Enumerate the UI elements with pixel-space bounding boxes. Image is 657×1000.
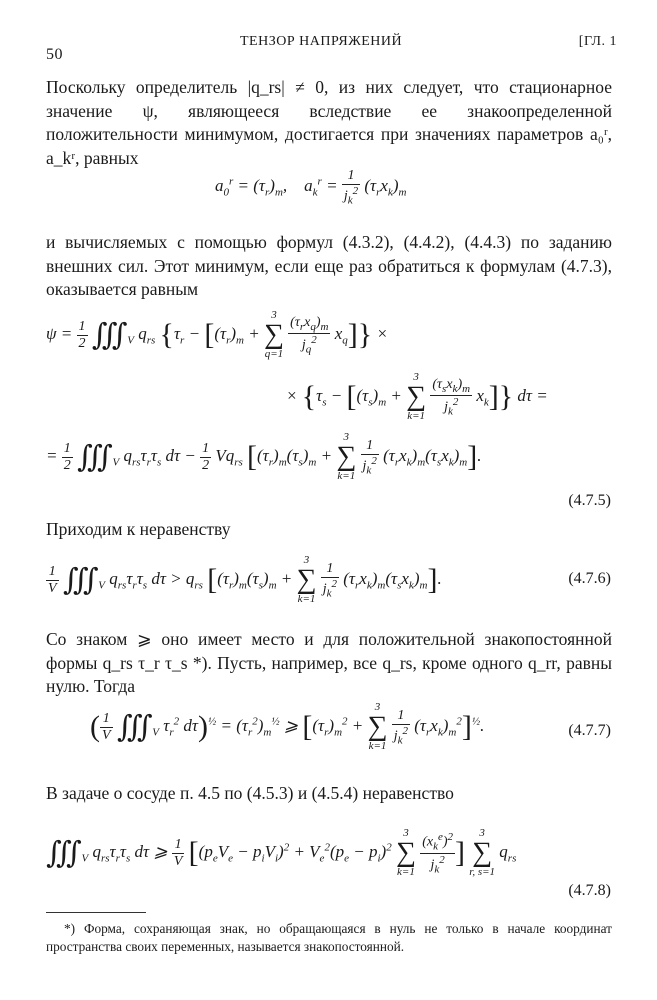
formula-psi-line2: × {$\tau_s - [(\tau_s)_m + 3$ ∑ k=1 $\frac{(\tau_sx_k)_m}{j_k^2}$ $x_k$]} dτ = xyxy=(286,371,548,422)
paragraph-3: Приходим к неравенству xyxy=(46,519,231,539)
paragraph-2: и вычисляемых с помощью формул (4.3.2), (4.4.2), (4.4.3) по заданию внешних сил. Этот минимум, если еще раз обратиться к формулам (4.7.3), оказывается равным xyxy=(46,232,612,299)
equation-number-4-7-8: (4.7.8) xyxy=(568,882,611,899)
chapter-marker: [ГЛ. 1 xyxy=(578,34,617,49)
page-number: 50 xyxy=(46,46,63,63)
formula-inequality-4-7-6: $\frac{1}{V}$ $∭_V$ $q_{rs}\tau_r\tau_s$ $d\tau > q_{rs}$ [$(\tau_r)_m(\tau_s)_m + 3$ ∑ k=1 $\frac{1}{j_k^2}$ $(\tau_rx_k)_m(\tau_sx_k)_m$]. xyxy=(48,554,442,605)
paragraph-5: В задаче о сосуде п. 4.5 по (4.5.3) и (4.5.4) неравенство xyxy=(46,783,454,803)
formula-parameters: $a_0^r = (\tau_r)_m$, $a_k^r$ = $\frac{1}{j_k^2}$ $(\tau_rx_k)_m$ xyxy=(215,168,407,207)
footnote-divider xyxy=(46,912,146,913)
footnote: *) Форма, сохраняющая знак, но обращающаяся в нуль не только в начале координат пространства своих переменных, называется знакопостоянной. xyxy=(46,921,612,954)
formula-psi-line1: ψ = $\frac{1}{2}$ $∭_V$ $q_{rs}$ {$\tau_r - [(\tau_r)_m + 3$ ∑ q=1 $\frac{(\tau_rx_q)_m}{j_q^2}$ $x_q$]} × xyxy=(46,309,388,360)
formula-psi-line3: = $\frac{1}{2}$ $∭_V$ $q_{rs}\tau_r\tau_s$ dτ − $\frac{1}{2}$ $Vq_{rs}$ [$(\tau_r)_m(\tau_s)_m + 3$ ∑ k=1 $\frac{1}{j_k^2}$ $(\tau_rx_k)_m(\tau_sx_k)_m$]. xyxy=(46,431,482,482)
paragraph-1: Поскольку определитель |q_rs| ≠ 0, из них следует, что стационарное значение ψ, являющееся вследствие ее знакоопределенной положительности минимумом, достигается при значениях параметров a₀ʳ, a_kʳ, равных xyxy=(46,77,612,168)
equation-number-4-7-7: (4.7.7) xyxy=(568,722,611,739)
formula-inequality-4-7-7: ( $\frac{1}{V}$ $∭_V$ $\tau_r^2$ $d\tau)^{\frac{1}{2}} = (\tau_r^2)_m^{\frac{1}{2}}$ ⩾ [$(\tau_r)_m^2 + 3$ ∑ k=1 $\frac{1}{j_k^2}$ $(\tau_rx_k)_m^2]^{\frac{1}{2}}$. xyxy=(90,701,485,752)
formula-inequality-4-7-8: $∭_V$ $q_{rs}\tau_r\tau_s$ dτ ⩾ $\frac{1}{V}$ [$(p_eV_e - p_iV_i)^2 + V_e^2(p_e - p_i)^2$ 3 ∑ k=1 $\frac{(x_k^e)^2}{j_k^2}$ ] 3 ∑ r, s=1 $q_{rs}$ xyxy=(46,827,517,878)
running-title: ТЕНЗОР НАПРЯЖЕНИЙ xyxy=(240,34,403,49)
equation-number-4-7-5: (4.7.5) xyxy=(568,492,611,509)
paragraph-4: Со знаком ⩾ оно имеет место и для положительной знакопостоянной формы q_rs τ_r τ_s *). Пусть, например, все q_rs, кроме одного q_rr, равны нулю. Тогда xyxy=(46,629,612,696)
equation-number-4-7-6: (4.7.6) xyxy=(568,570,611,587)
